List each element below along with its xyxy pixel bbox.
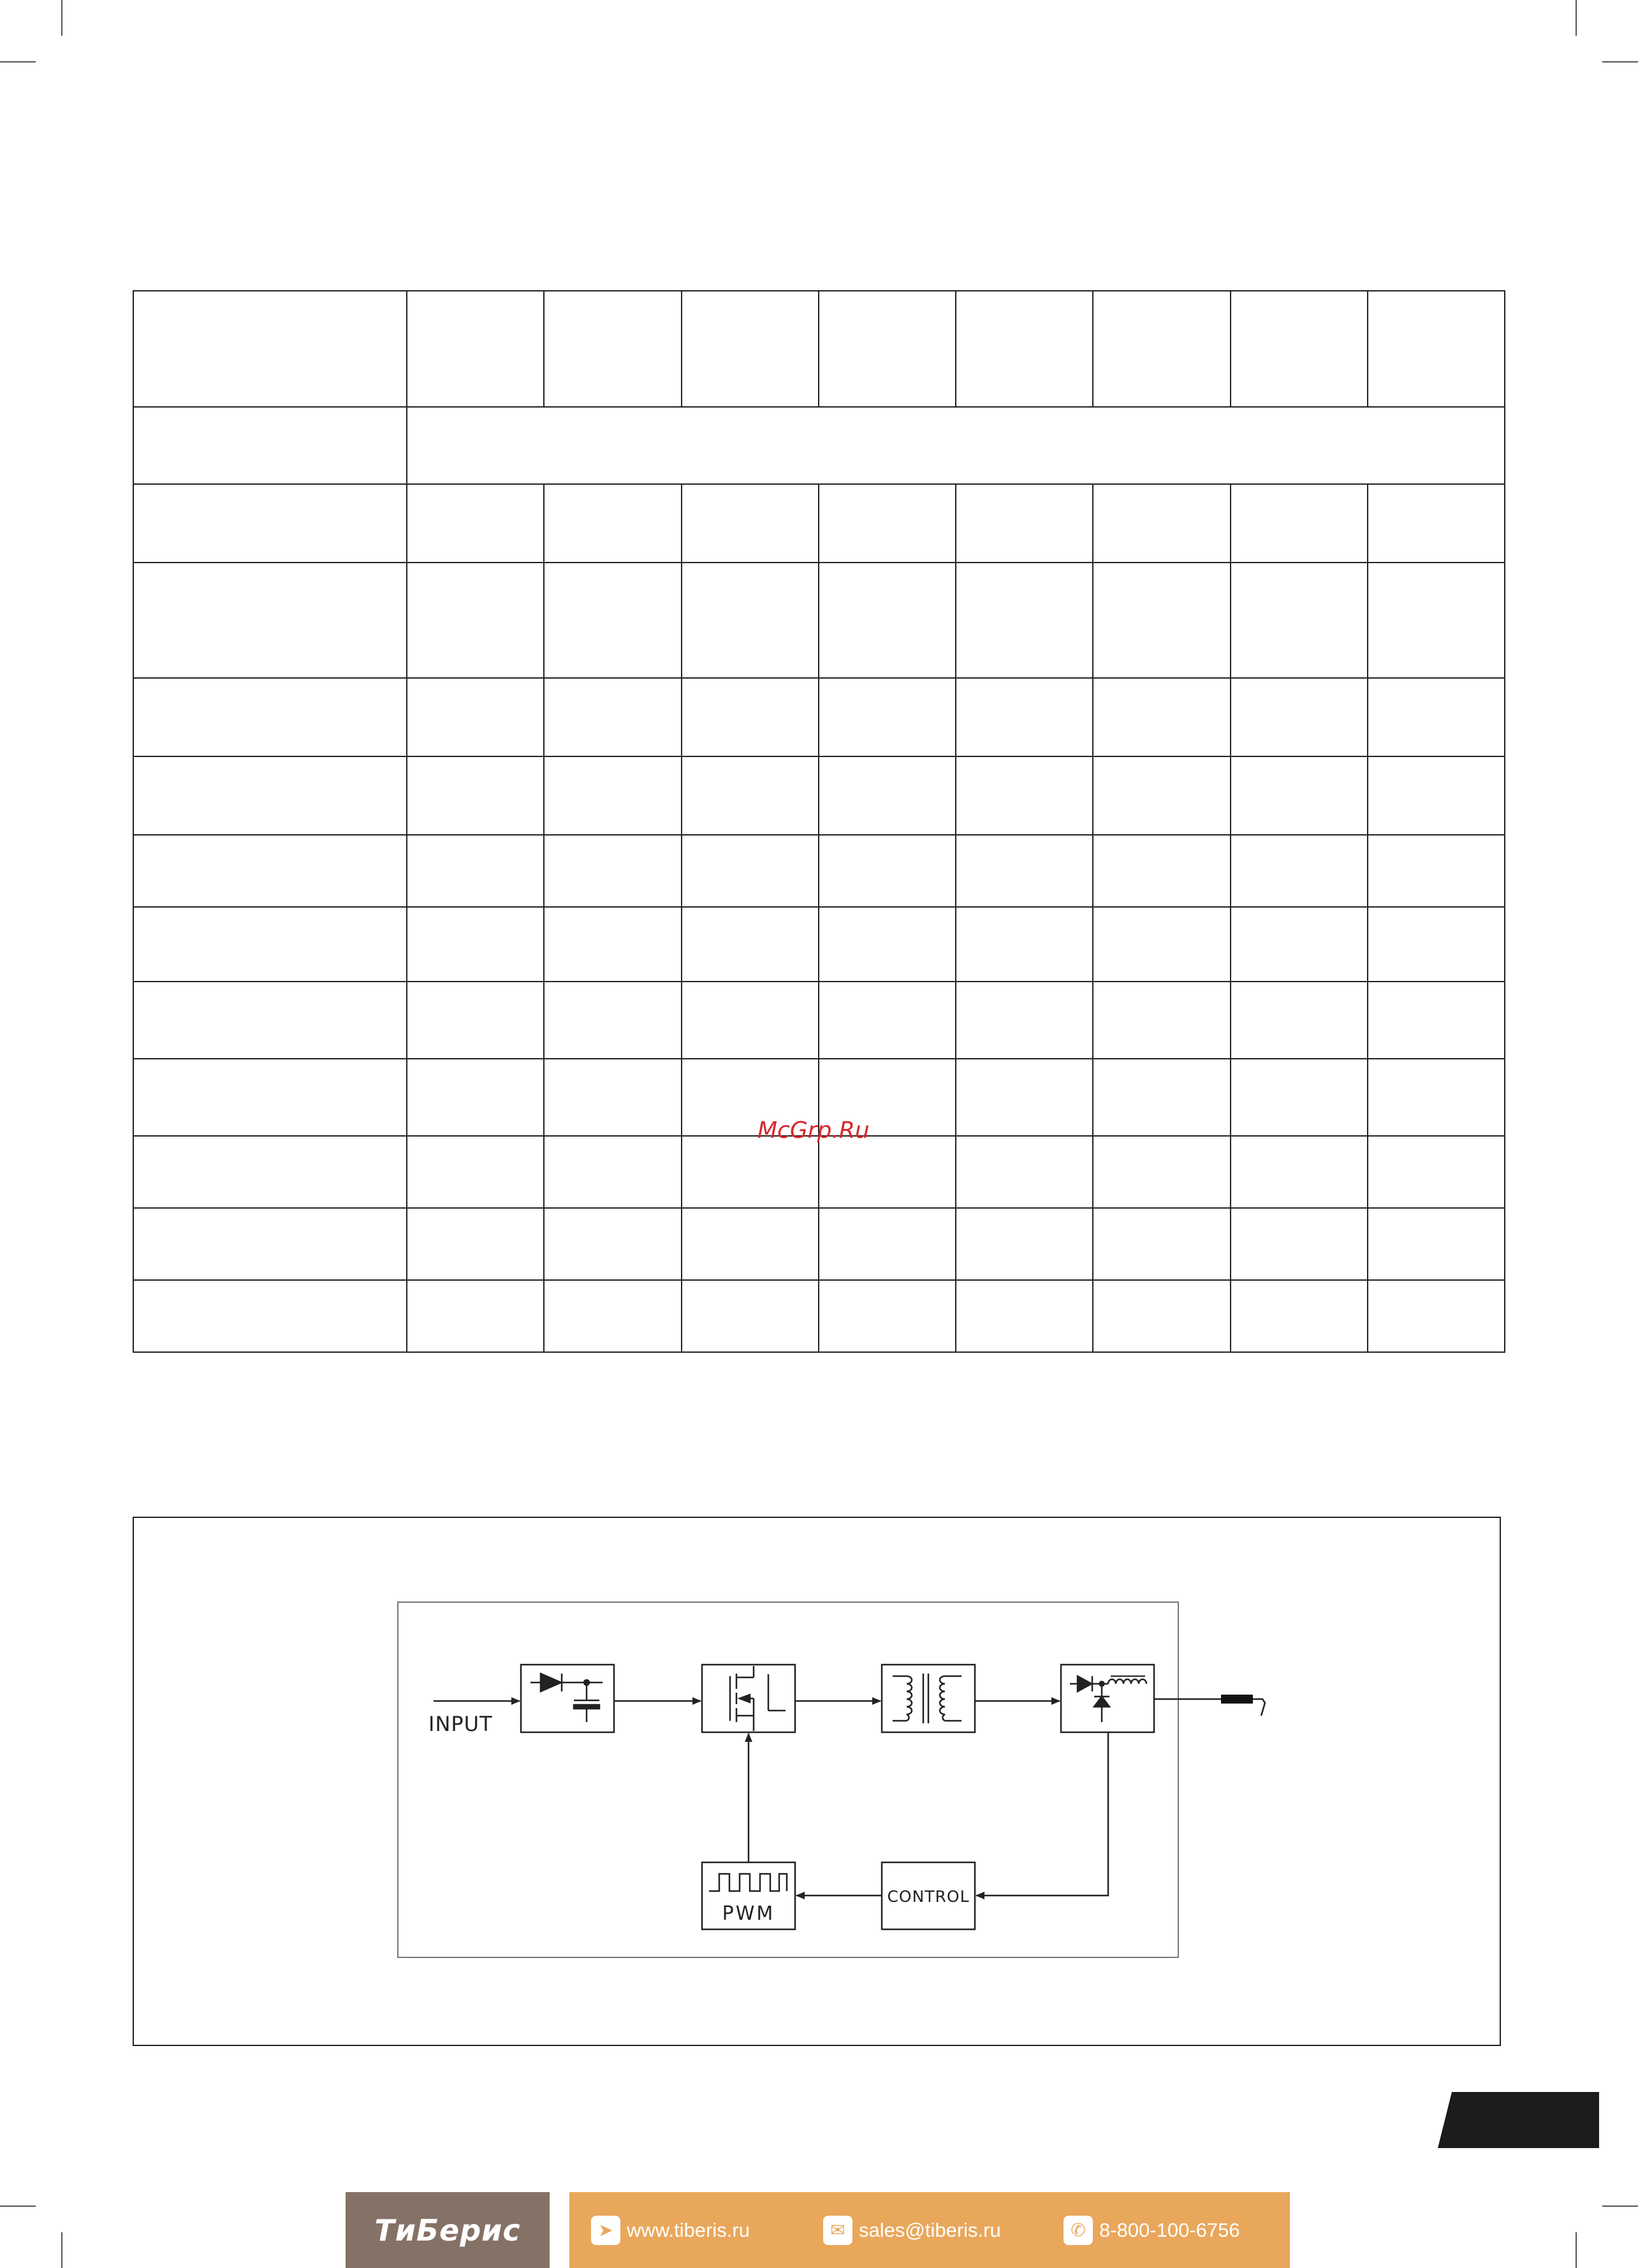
output-plug-icon	[1221, 1695, 1265, 1716]
phone-icon: ✆	[1064, 2216, 1093, 2245]
website-text: www.tiberis.ru	[627, 2218, 750, 2241]
email-link[interactable]	[823, 2216, 1001, 2245]
envelope-icon: ✉	[823, 2216, 852, 2245]
rectifier-block	[521, 1665, 614, 1732]
website-link[interactable]	[591, 2216, 750, 2245]
control-label: CONTROL	[887, 1887, 970, 1906]
feedback-line	[976, 1732, 1108, 1896]
phone-link[interactable]	[1064, 2216, 1240, 2245]
email-text: sales@tiberis.ru	[859, 2218, 1001, 2241]
brand-logo	[346, 2192, 550, 2268]
page-tab	[1438, 2092, 1599, 2148]
watermark: McGrp.Ru	[757, 1117, 870, 1144]
inner-panel	[398, 1602, 1178, 1957]
footer-contacts	[569, 2192, 1290, 2268]
input-label: INPUT	[428, 1712, 493, 1736]
output-rectifier-block	[1061, 1665, 1154, 1732]
phone-text: 8-800-100-6756	[1099, 2218, 1240, 2241]
brand-name: ТиБерис	[374, 2213, 521, 2248]
transformer-block	[882, 1665, 975, 1732]
cursor-icon: ➤	[591, 2216, 620, 2245]
switch-block	[702, 1665, 795, 1732]
pwm-label: PWM	[722, 1903, 775, 1925]
